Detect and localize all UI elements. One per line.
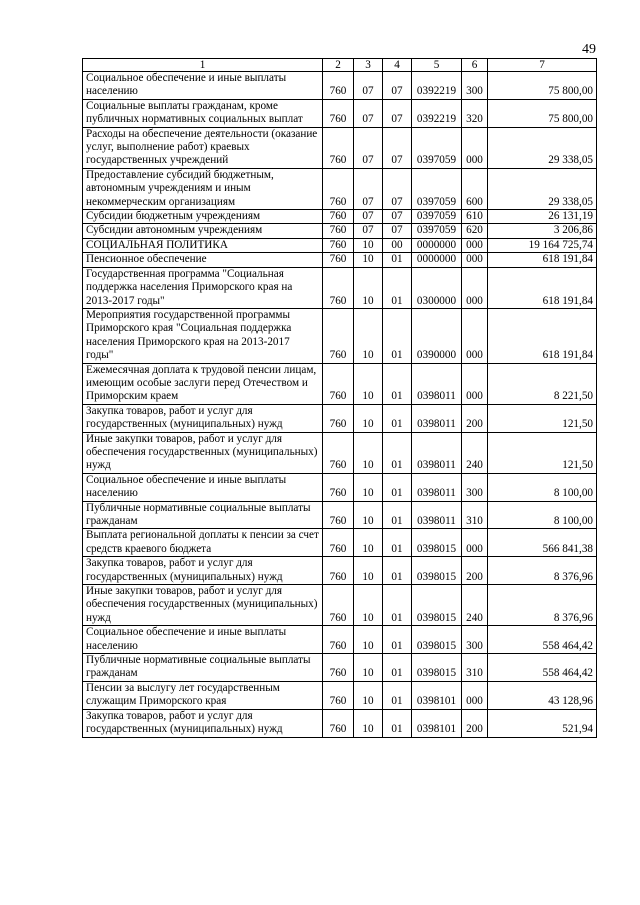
- section-cell: 10: [354, 432, 383, 473]
- section-cell: 07: [354, 168, 383, 209]
- section-cell: 10: [354, 585, 383, 626]
- row-name-cell: Закупка товаров, работ и услуг для государственных (муниципальных) нужд: [83, 709, 323, 737]
- code-cell: 760: [323, 99, 354, 127]
- code-cell: 760: [323, 529, 354, 557]
- expense-type-cell: 320: [462, 99, 488, 127]
- expense-type-cell: 000: [462, 267, 488, 308]
- section-cell: 10: [354, 557, 383, 585]
- row-name-cell: Предоставление субсидий бюджетным, автономным учреждениям и иным некоммерческим организациям: [83, 168, 323, 209]
- column-header: 2: [323, 59, 354, 72]
- table-row: [83, 72, 597, 100]
- subsection-cell: 07: [383, 210, 412, 224]
- target-article-cell: 0398011: [412, 473, 462, 501]
- section-cell: 10: [354, 529, 383, 557]
- row-name-cell: Выплата региональной доплаты к пенсии за счет средств краевого бюджета: [83, 529, 323, 557]
- code-cell: 760: [323, 308, 354, 363]
- subsection-cell: 01: [383, 404, 412, 432]
- code-cell: 760: [323, 654, 354, 682]
- expense-type-cell: 000: [462, 127, 488, 168]
- target-article-cell: 0392219: [412, 72, 462, 100]
- expense-type-cell: 000: [462, 253, 488, 267]
- subsection-cell: 01: [383, 473, 412, 501]
- column-header: 7: [488, 59, 597, 72]
- column-header: 4: [383, 59, 412, 72]
- section-cell: 10: [354, 363, 383, 404]
- row-name-cell: Закупка товаров, работ и услуг для государственных (муниципальных) нужд: [83, 557, 323, 585]
- target-article-cell: 0397059: [412, 224, 462, 238]
- table-row: [83, 709, 597, 737]
- amount-cell: 8 100,00: [488, 473, 597, 501]
- expense-type-cell: 300: [462, 626, 488, 654]
- page-number: 49: [582, 42, 596, 57]
- table-row: [83, 168, 597, 209]
- expense-type-cell: 000: [462, 308, 488, 363]
- amount-cell: 8 376,96: [488, 557, 597, 585]
- amount-cell: 75 800,00: [488, 72, 597, 100]
- target-article-cell: 0397059: [412, 168, 462, 209]
- subsection-cell: 01: [383, 308, 412, 363]
- section-cell: 10: [354, 238, 383, 252]
- expense-type-cell: 200: [462, 557, 488, 585]
- row-name-cell: Закупка товаров, работ и услуг для государственных (муниципальных) нужд: [83, 404, 323, 432]
- row-name-cell: Социальное обеспечение и иные выплаты населению: [83, 473, 323, 501]
- target-article-cell: 0398101: [412, 681, 462, 709]
- expense-type-cell: 240: [462, 432, 488, 473]
- subsection-cell: 00: [383, 238, 412, 252]
- table-row: [83, 585, 597, 626]
- table-row: [83, 308, 597, 363]
- section-cell: 07: [354, 210, 383, 224]
- expense-type-cell: 310: [462, 654, 488, 682]
- code-cell: 760: [323, 363, 354, 404]
- target-article-cell: 0000000: [412, 238, 462, 252]
- subsection-cell: 01: [383, 363, 412, 404]
- subsection-cell: 07: [383, 168, 412, 209]
- column-header: 3: [354, 59, 383, 72]
- column-header: 6: [462, 59, 488, 72]
- amount-cell: 19 164 725,74: [488, 238, 597, 252]
- section-cell: 10: [354, 709, 383, 737]
- code-cell: 760: [323, 473, 354, 501]
- amount-cell: 29 338,05: [488, 127, 597, 168]
- target-article-cell: 0390000: [412, 308, 462, 363]
- amount-cell: 8 376,96: [488, 585, 597, 626]
- expense-type-cell: 240: [462, 585, 488, 626]
- code-cell: 760: [323, 253, 354, 267]
- target-article-cell: 0300000: [412, 267, 462, 308]
- target-article-cell: 0398011: [412, 501, 462, 529]
- amount-cell: 521,94: [488, 709, 597, 737]
- amount-cell: 618 191,84: [488, 308, 597, 363]
- amount-cell: 29 338,05: [488, 168, 597, 209]
- code-cell: 760: [323, 626, 354, 654]
- code-cell: 760: [323, 585, 354, 626]
- amount-cell: 618 191,84: [488, 253, 597, 267]
- code-cell: 760: [323, 210, 354, 224]
- subsection-cell: 01: [383, 501, 412, 529]
- table-row: [83, 501, 597, 529]
- code-cell: 760: [323, 557, 354, 585]
- target-article-cell: 0398011: [412, 363, 462, 404]
- table-header-row: [83, 59, 597, 72]
- table-row: [83, 404, 597, 432]
- row-name-cell: Субсидии бюджетным учреждениям: [83, 210, 323, 224]
- code-cell: 760: [323, 432, 354, 473]
- subsection-cell: 01: [383, 585, 412, 626]
- subsection-cell: 01: [383, 432, 412, 473]
- amount-cell: 43 128,96: [488, 681, 597, 709]
- code-cell: 760: [323, 168, 354, 209]
- section-cell: 10: [354, 473, 383, 501]
- table-row: [83, 210, 597, 224]
- subsection-cell: 01: [383, 557, 412, 585]
- amount-cell: 121,50: [488, 432, 597, 473]
- target-article-cell: 0000000: [412, 253, 462, 267]
- code-cell: 760: [323, 681, 354, 709]
- target-article-cell: 0392219: [412, 99, 462, 127]
- expense-type-cell: 000: [462, 363, 488, 404]
- row-name-cell: Ежемесячная доплата к трудовой пенсии лицам, имеющим особые заслуги перед Отечеством и Приморским краем: [83, 363, 323, 404]
- subsection-cell: 07: [383, 127, 412, 168]
- table-row: [83, 363, 597, 404]
- row-name-cell: Расходы на обеспечение деятельности (оказание услуг, выполнение работ) краевых государственных учреждений: [83, 127, 323, 168]
- target-article-cell: 0398015: [412, 529, 462, 557]
- table-row: [83, 681, 597, 709]
- amount-cell: 558 464,42: [488, 654, 597, 682]
- section-cell: 10: [354, 267, 383, 308]
- subsection-cell: 07: [383, 224, 412, 238]
- target-article-cell: 0397059: [412, 127, 462, 168]
- expense-type-cell: 600: [462, 168, 488, 209]
- table-row: [83, 529, 597, 557]
- expense-type-cell: 610: [462, 210, 488, 224]
- section-cell: 10: [354, 253, 383, 267]
- amount-cell: 75 800,00: [488, 99, 597, 127]
- subsection-cell: 01: [383, 709, 412, 737]
- subsection-cell: 07: [383, 99, 412, 127]
- table-row: [83, 557, 597, 585]
- amount-cell: 8 221,50: [488, 363, 597, 404]
- code-cell: 760: [323, 238, 354, 252]
- target-article-cell: 0398015: [412, 654, 462, 682]
- row-name-cell: Социальное обеспечение и иные выплаты населению: [83, 72, 323, 100]
- expense-type-cell: 300: [462, 72, 488, 100]
- row-name-cell: СОЦИАЛЬНАЯ ПОЛИТИКА: [83, 238, 323, 252]
- amount-cell: 566 841,38: [488, 529, 597, 557]
- section-cell: 07: [354, 72, 383, 100]
- target-article-cell: 0398015: [412, 585, 462, 626]
- row-name-cell: Публичные нормативные социальные выплаты гражданам: [83, 654, 323, 682]
- table-row: [83, 654, 597, 682]
- target-article-cell: 0398015: [412, 626, 462, 654]
- budget-table: [82, 58, 597, 738]
- expense-type-cell: 300: [462, 473, 488, 501]
- subsection-cell: 07: [383, 72, 412, 100]
- section-cell: 10: [354, 308, 383, 363]
- section-cell: 07: [354, 99, 383, 127]
- table-row: [83, 238, 597, 252]
- expense-type-cell: 620: [462, 224, 488, 238]
- section-cell: 10: [354, 654, 383, 682]
- row-name-cell: Субсидии автономным учреждениям: [83, 224, 323, 238]
- code-cell: 760: [323, 709, 354, 737]
- row-name-cell: Пенсионное обеспечение: [83, 253, 323, 267]
- code-cell: 760: [323, 267, 354, 308]
- expense-type-cell: 000: [462, 529, 488, 557]
- amount-cell: 121,50: [488, 404, 597, 432]
- column-header: 1: [83, 59, 323, 72]
- section-cell: 07: [354, 224, 383, 238]
- table-row: [83, 473, 597, 501]
- row-name-cell: Публичные нормативные социальные выплаты гражданам: [83, 501, 323, 529]
- subsection-cell: 01: [383, 253, 412, 267]
- column-header: 5: [412, 59, 462, 72]
- section-cell: 10: [354, 626, 383, 654]
- code-cell: 760: [323, 72, 354, 100]
- section-cell: 10: [354, 501, 383, 529]
- row-name-cell: Пенсии за выслугу лет государственным служащим Приморского края: [83, 681, 323, 709]
- row-name-cell: Социальное обеспечение и иные выплаты населению: [83, 626, 323, 654]
- section-cell: 10: [354, 681, 383, 709]
- expense-type-cell: 200: [462, 404, 488, 432]
- row-name-cell: Мероприятия государственной программы Приморского края "Социальная поддержка населения Приморского края на 2013-2017 годы": [83, 308, 323, 363]
- table-row: [83, 224, 597, 238]
- target-article-cell: 0398015: [412, 557, 462, 585]
- code-cell: 760: [323, 404, 354, 432]
- row-name-cell: Социальные выплаты гражданам, кроме публичных нормативных социальных выплат: [83, 99, 323, 127]
- row-name-cell: Иные закупки товаров, работ и услуг для обеспечения государственных (муниципальных) нужд: [83, 432, 323, 473]
- amount-cell: 558 464,42: [488, 626, 597, 654]
- row-name-cell: Иные закупки товаров, работ и услуг для обеспечения государственных (муниципальных) нужд: [83, 585, 323, 626]
- table-row: [83, 267, 597, 308]
- amount-cell: 26 131,19: [488, 210, 597, 224]
- code-cell: 760: [323, 127, 354, 168]
- table-row: [83, 626, 597, 654]
- amount-cell: 8 100,00: [488, 501, 597, 529]
- section-cell: 07: [354, 127, 383, 168]
- table-row: [83, 99, 597, 127]
- expense-type-cell: 000: [462, 238, 488, 252]
- subsection-cell: 01: [383, 626, 412, 654]
- expense-type-cell: 200: [462, 709, 488, 737]
- expense-type-cell: 310: [462, 501, 488, 529]
- subsection-cell: 01: [383, 529, 412, 557]
- subsection-cell: 01: [383, 267, 412, 308]
- section-cell: 10: [354, 404, 383, 432]
- target-article-cell: 0398011: [412, 432, 462, 473]
- target-article-cell: 0398101: [412, 709, 462, 737]
- target-article-cell: 0398011: [412, 404, 462, 432]
- table-row: [83, 432, 597, 473]
- code-cell: 760: [323, 501, 354, 529]
- amount-cell: 618 191,84: [488, 267, 597, 308]
- table-row: [83, 253, 597, 267]
- subsection-cell: 01: [383, 654, 412, 682]
- row-name-cell: Государственная программа "Социальная поддержка населения Приморского края на 2013-2017 годы": [83, 267, 323, 308]
- subsection-cell: 01: [383, 681, 412, 709]
- amount-cell: 3 206,86: [488, 224, 597, 238]
- expense-type-cell: 000: [462, 681, 488, 709]
- table-row: [83, 127, 597, 168]
- code-cell: 760: [323, 224, 354, 238]
- target-article-cell: 0397059: [412, 210, 462, 224]
